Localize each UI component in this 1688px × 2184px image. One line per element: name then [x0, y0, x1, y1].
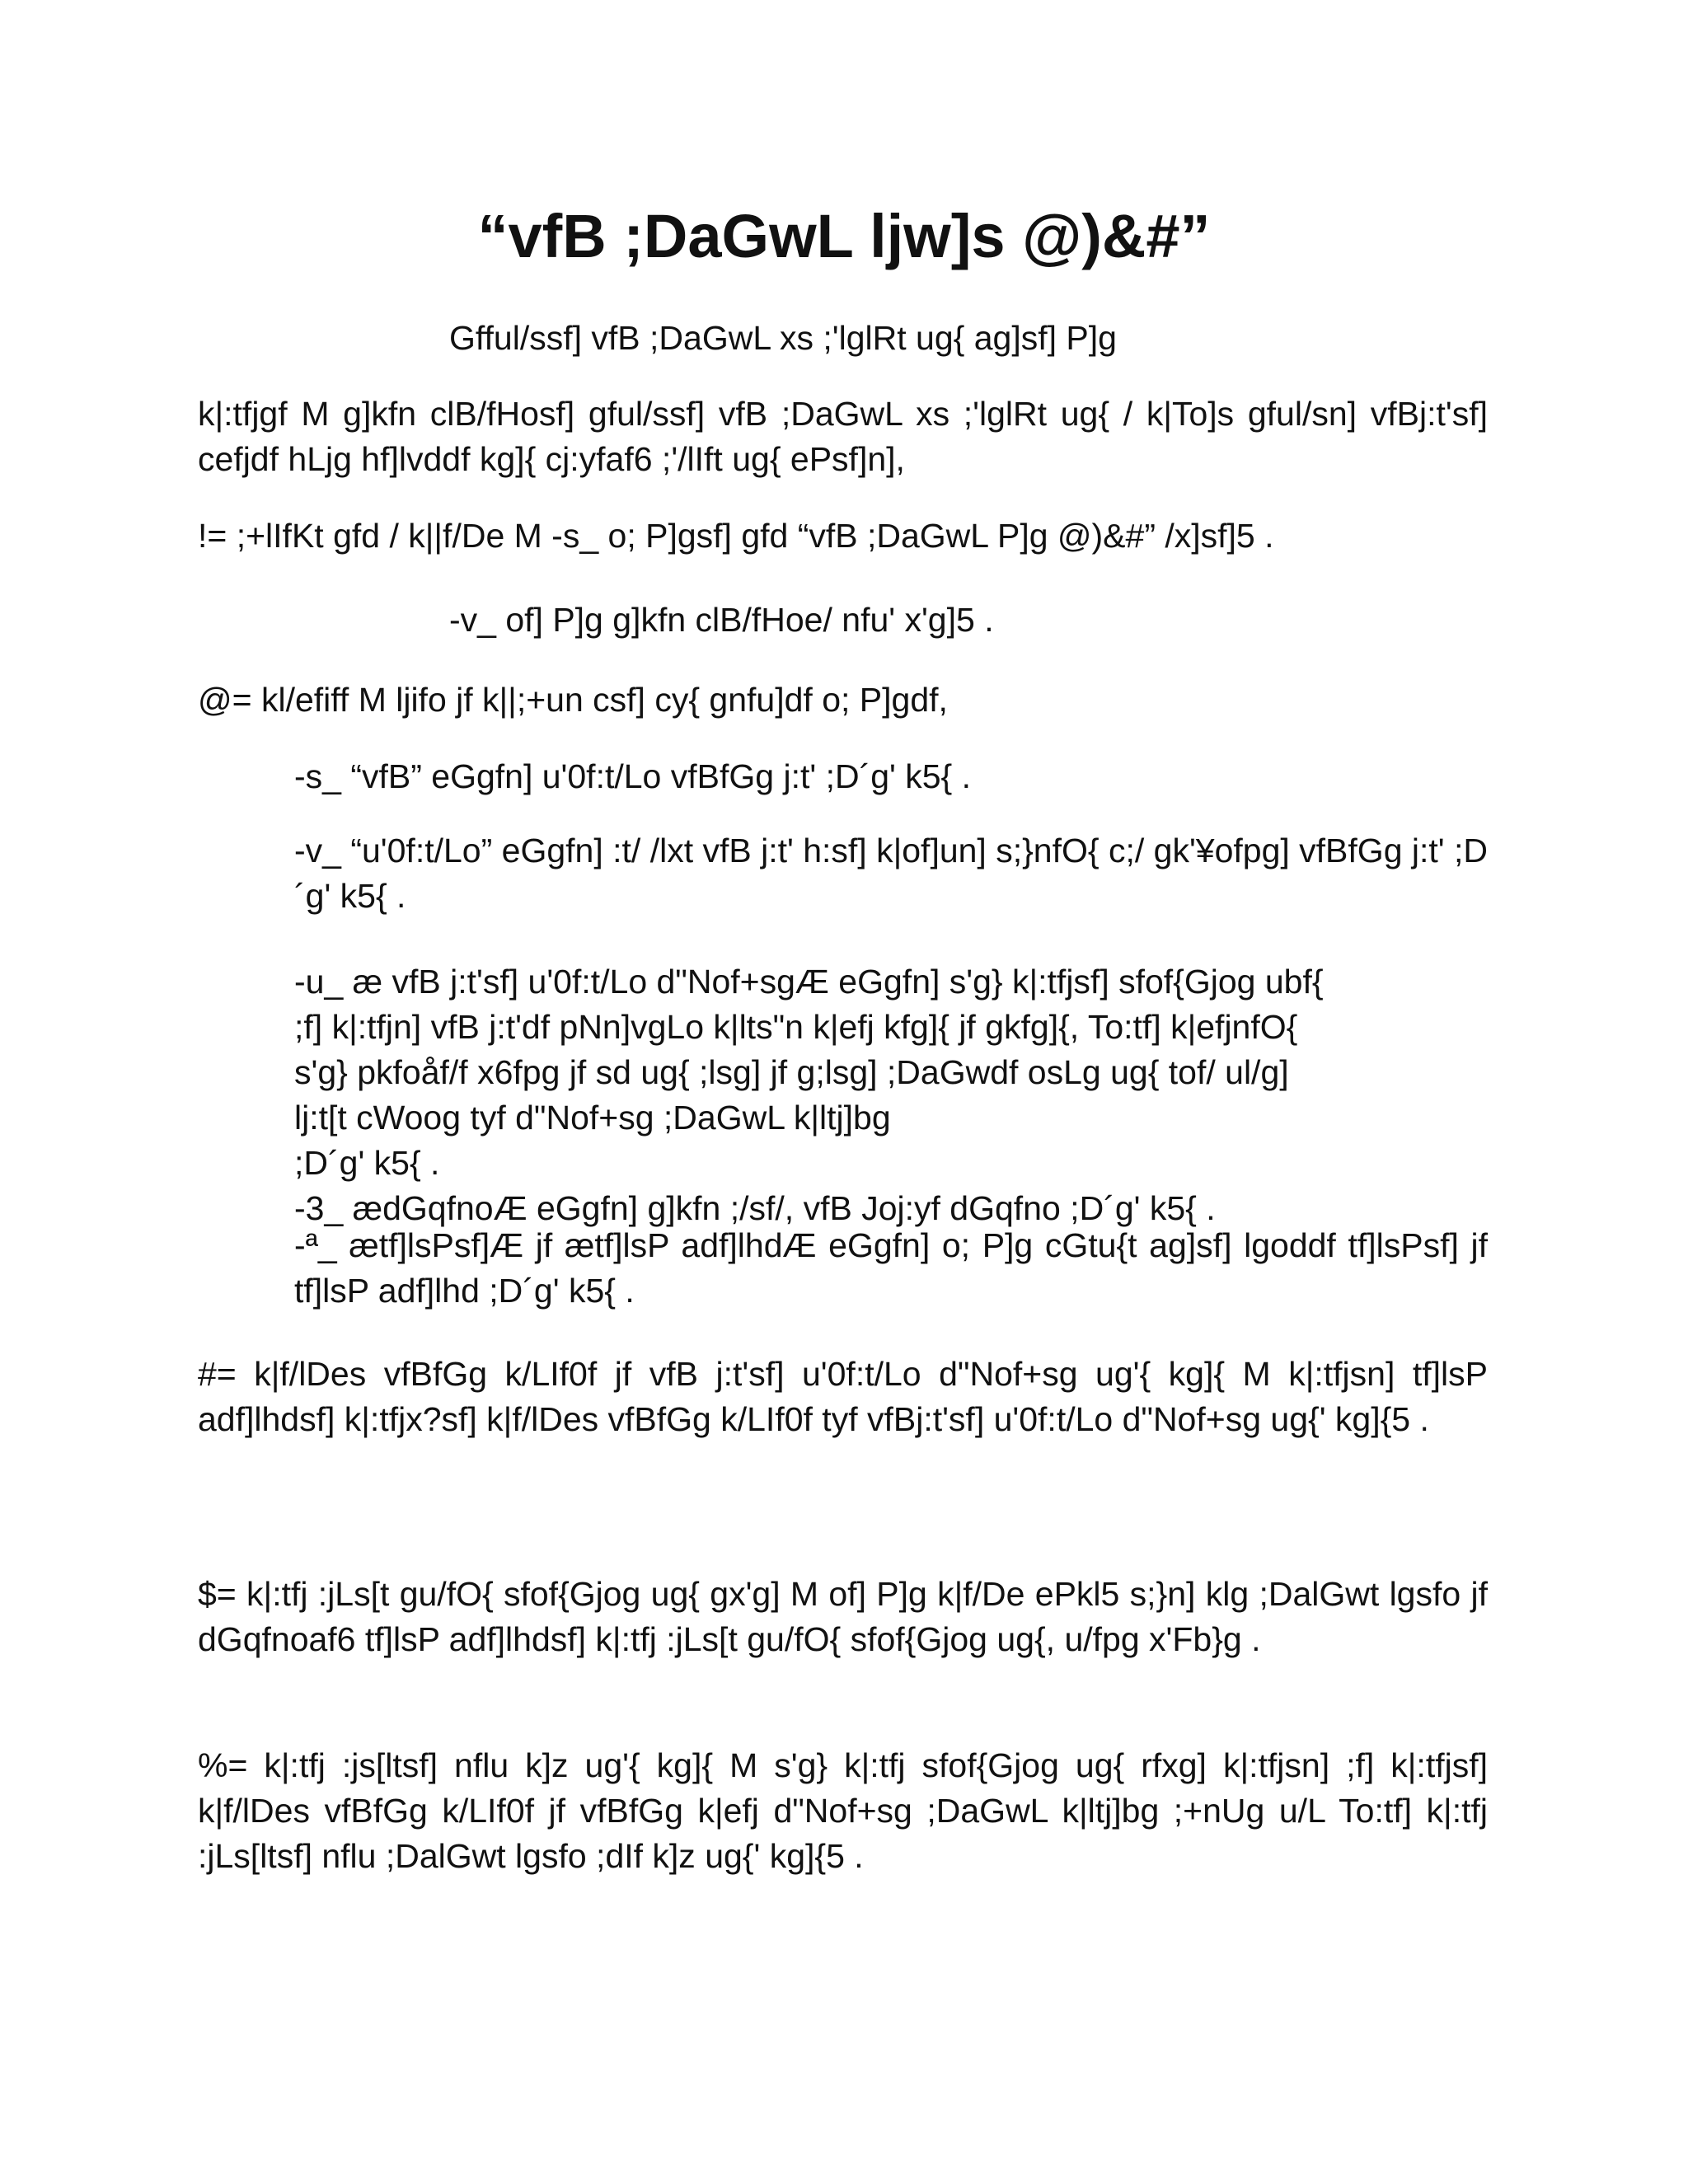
clause-line: s'g} pkfoåf/f x6fpg jf sd ug{ ;lsg] jf g;lsg] ;DaGwdf osLg ug{ tof/ ul/g]: [294, 1053, 1289, 1091]
clause-line: ;f] k|:tfjn] vfB j:t'df pNn]vgLo k|lts"n k|efj kfg]{ jf gkfg]{, To:tf] k|efjnfO{: [294, 1008, 1298, 1046]
section-2-intro: @= kl/efiff M ljifo jf k||;+un csf] cy{ gnfu]df o; P]gdf,: [198, 681, 948, 719]
clause-line: -3_ ædGqfnoÆ eGgfn] g]kfn ;/sf/, vfB Joj:yf dGqfno ;D´g' k5{ .: [294, 1189, 1216, 1227]
document-subtitle: Gfful/ssf] vfB ;DaGwL xs ;'lglRt ug{ ag]sf] P]g: [449, 319, 1117, 357]
preamble-paragraph: k|:tfjgf M g]kfn clB/fHosf] gful/ssf] vfB ;DaGwL xs ;'lglRt ug{ / k|To]s gful/sn] vfBj:t'sf] cefjdf hLjg hf]lvddf kg]{ cj:yfaf6 ;'/lIft ug{ ePsf]n],: [198, 395, 1488, 478]
section-3-paragraph: #= k|f/lDes vfBfGg k/LIf0f jf vfB j:t'sf] u'0f:t/Lo d"Nof+sg ug'{ kg]{ M k|:tfjsn] tf]lsP adf]lhdsf] k|:tfjx?sf] k|f/lDes vfBfGg k/LIf0f tyf vfBj:t'sf] u'0f:t/Lo d"Nof+sg ug{' kg]{5 .: [198, 1355, 1488, 1438]
section-2-clause-a: -s_ “vfB” eGgfn] u'0f:t/Lo vfBfGg j:t' ;D´g' k5{ .: [294, 757, 972, 795]
clause-line: -u_ æ vfB j:t'sf] u'0f:t/Lo d"Nof+sgÆ eGgfn] s'g} k|:tfjsf] sfof{Gjog ubf{: [294, 963, 1324, 1001]
section-1-paragraph: != ;+lIfKt gfd / k||f/De M -s_ o; P]gsf] gfd “vfB ;DaGwL P]g @)&#” /x]sf]5 .: [198, 517, 1274, 555]
section-1-clause-b: -v_ of] P]g g]kfn clB/fHoe/ nfu' x'g]5 .: [449, 601, 994, 639]
section-4-paragraph: $= k|:tfj :jLs[t gu/fO{ sfof{Gjog ug{ gx'g] M of] P]g k|f/De ePkl5 s;}n] klg ;DalGwt lgsfo jf dGqfnoaf6 tf]lsP adf]lhdsf] k|:tfj :jLs[t gu/fO{ sfof{Gjog ug{, u/fpg x'Fb}g .: [198, 1575, 1488, 1658]
section-2-clause-e: -ª_ ætf]lsPsf]Æ jf ætf]lsP adf]lhdÆ eGgfn] o; P]g cGtu{t ag]sf] lgoddf tf]lsPsf] jf tf]lsP adf]lhd ;D´g' k5{ .: [294, 1226, 1488, 1310]
section-2-clause-c-block: [294, 959, 1488, 1231]
section-2-clause-b: -v_ “u'0f:t/Lo” eGgfn] :t/ /lxt vfB j:t' h:sf] k|of]un] s;}nfO{ c;/ gk'¥ofpg] vfBfGg j:t' ;D´g' k5{ .: [294, 832, 1488, 915]
clause-line: ;D´g' k5{ .: [294, 1144, 440, 1182]
clause-line: lj:t[t cWoog tyf d"Nof+sg ;DaGwL k|ltj]bg: [294, 1099, 891, 1137]
section-5-paragraph: %= k|:tfj :js[ltsf] nflu k]z ug'{ kg]{ M s'g} k|:tfj sfof{Gjog ug{ rfxg] k|:tfjsn] ;f] k|:tfjsf] k|f/lDes vfBfGg k/LIf0f jf vfBfGg k|efj d"Nof+sg ;DaGwL k|ltj]bg ;+nUg u/L To:tf] k|:tfj :jLs[ltsf] nflu ;DalGwt lgsfo ;dIf k]z ug{' kg]{5 .: [198, 1746, 1488, 1875]
document-title: “vfB ;DaGwL ljw]s @)&#”: [477, 202, 1211, 270]
